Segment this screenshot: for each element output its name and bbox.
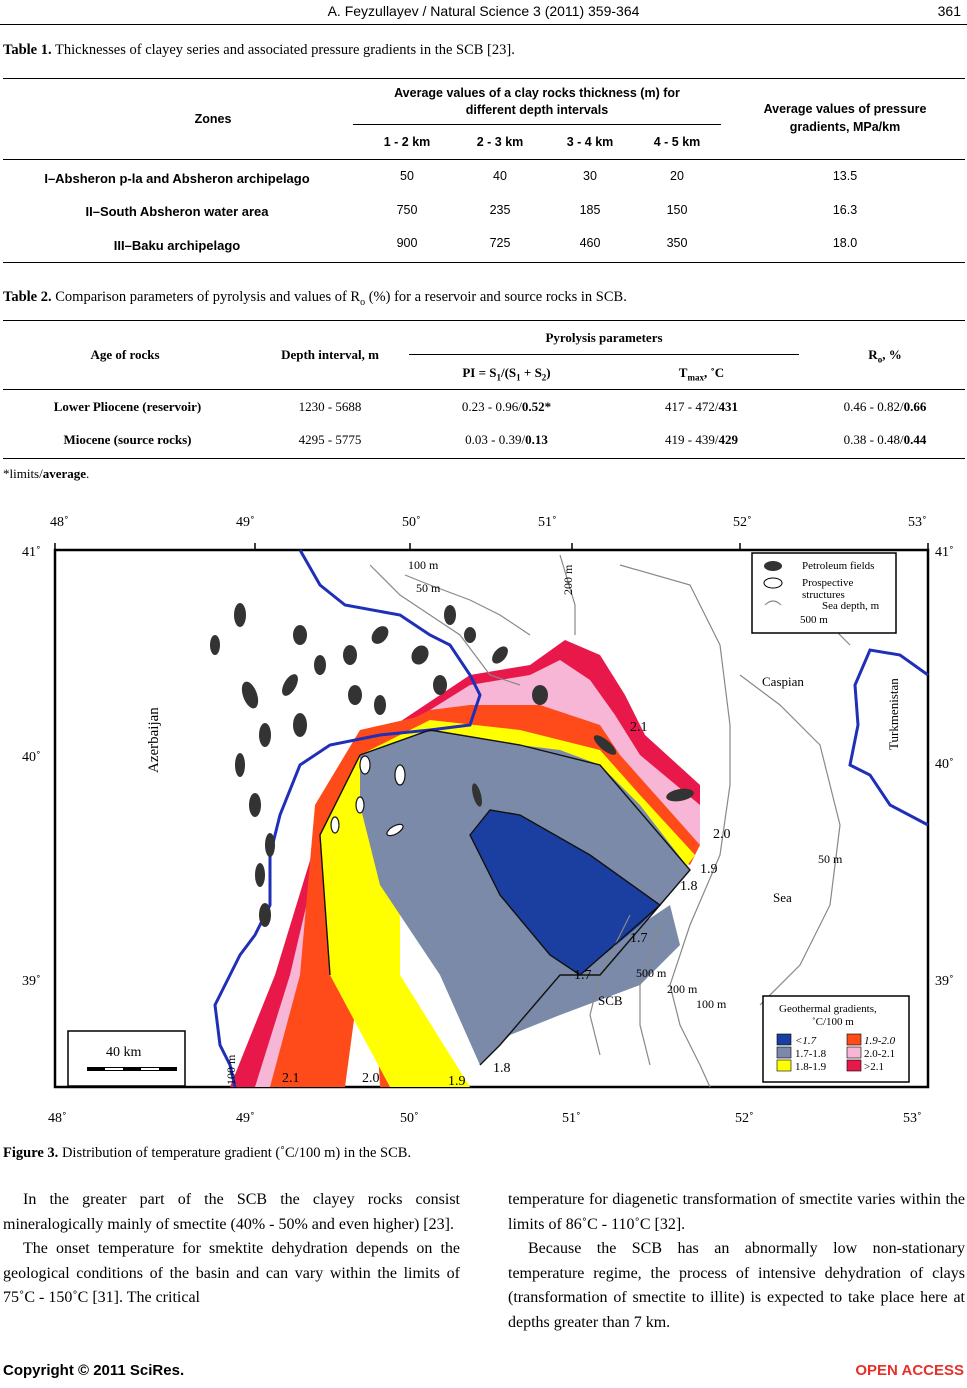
table-cell: 13.5 [832, 169, 858, 183]
svg-text:100 m: 100 m [696, 997, 727, 1011]
lon-label: 50˚ [402, 515, 421, 530]
lon-label: 52˚ [733, 515, 752, 530]
lon-label: 52˚ [735, 1111, 754, 1126]
table2-caption-sub: o [360, 296, 366, 308]
legend-geothermal [763, 996, 909, 1082]
legend-swatch-lt-1-7 [777, 1034, 791, 1045]
table1-depth-4: 4 - 5 km [653, 135, 701, 149]
paragraph: In the greater part of the SCB the clayey rocks consist mineralogically mainly of smectite (40% - 50% and even higher) [23]. [3, 1191, 460, 1233]
running-title: A. Feyzullayev / Natural Science 3 (2011) 359-364 [327, 3, 640, 19]
petroleum-symbol [764, 561, 782, 571]
table-cell: 750 [396, 203, 418, 217]
table1-caption-label: Table 1. [3, 42, 52, 58]
table2-col-age: Age of rocks [90, 347, 160, 362]
table2-col-tmax: $T_{max}$, ˚C [678, 365, 725, 383]
table2-footnote: *limits/average. [3, 466, 90, 481]
lat-label: 40˚ [22, 750, 41, 765]
table-cell: 0.46 - 0.82/0.66 [843, 399, 927, 414]
table2-caption-text-a: Comparison parameters of pyrolysis and values of R [55, 289, 361, 305]
svg-text:200 m: 200 m [667, 982, 698, 996]
table2-sub-rule [409, 354, 799, 355]
table1-col-pressure-1: Average values of pressure [763, 102, 927, 116]
lat-label: 41˚ [935, 545, 954, 560]
svg-text:50 m: 50 m [416, 581, 441, 595]
lon-label: 49˚ [236, 515, 255, 530]
body-right-column [508, 1188, 965, 1335]
lat-label: 39˚ [22, 974, 41, 989]
lon-label: 51˚ [562, 1111, 581, 1126]
table1-col-pressure-2: gradients, MPa/km [789, 120, 901, 134]
figure3-caption [3, 1145, 411, 1162]
svg-text:1.8-1.9: 1.8-1.9 [795, 1061, 827, 1073]
table1-col-zones: Zones [194, 112, 232, 126]
table-cell: 4295 - 5775 [298, 432, 362, 447]
figure3-caption-text: Distribution of temperature gradient (˚C/100 m) in the SCB. [61, 1145, 412, 1161]
scale-bar-label: 40 km [106, 1045, 142, 1060]
table2-bottom-rule [3, 458, 965, 459]
svg-text:Prospective: Prospective [802, 577, 854, 589]
page-number: 361 [937, 3, 961, 19]
table-cell: 0.38 - 0.48/0.44 [843, 432, 927, 447]
table-cell: 16.3 [832, 203, 858, 217]
table1-row1-zone: I–Absheron p-la and Absheron archipelago [44, 171, 310, 186]
table2-col-pi: PI = $S_1/(S_1 + S_2)$ [462, 365, 551, 383]
table-cell: 417 - 472/431 [665, 399, 738, 414]
table-cell: 30 [583, 169, 597, 183]
scale-bar [87, 1067, 177, 1071]
lon-label: 48˚ [48, 1111, 67, 1126]
svg-text:2.0: 2.0 [713, 827, 731, 842]
lat-label: 40˚ [935, 757, 954, 772]
table-cell: 185 [579, 203, 601, 217]
footer-open-access: OPEN ACCESS [855, 1362, 964, 1379]
svg-text:˚C/100 m: ˚C/100 m [812, 1016, 854, 1028]
table2-caption-label: Table 2. [3, 289, 52, 305]
table-cell: 725 [489, 236, 511, 250]
table-cell: 0.23 - 0.96/0.52* [461, 399, 552, 414]
lat-label: 39˚ [935, 974, 954, 989]
svg-text:1.9: 1.9 [700, 862, 718, 877]
table1-bottom-rule [3, 262, 965, 263]
table1-row3-zone: III–Baku archipelago [113, 238, 241, 253]
table-cell: 150 [666, 203, 688, 217]
svg-text:1.7-1.8: 1.7-1.8 [795, 1048, 827, 1060]
table-cell: 419 - 439/429 [665, 432, 738, 447]
table1-top-rule [3, 78, 965, 79]
label-scb: SCB [598, 993, 623, 1008]
svg-text:100 m: 100 m [224, 1054, 238, 1085]
header-rule [0, 24, 967, 25]
paragraph: temperature for diagenetic transformation of smectite varies within the limits of 86˚C - 110˚C [32]. [508, 1191, 965, 1233]
footer-copyright: Copyright © 2011 SciRes. [3, 1362, 185, 1379]
svg-text:500 m: 500 m [636, 966, 667, 980]
svg-text:Sea depth, m: Sea depth, m [822, 600, 880, 612]
legend-swatch-1-7-1-8 [777, 1047, 791, 1058]
table-cell: 350 [666, 236, 688, 250]
svg-text:1.7: 1.7 [574, 968, 592, 983]
table-cell: 50 [400, 169, 414, 183]
svg-text:structures: structures [802, 589, 845, 601]
table1-caption-text: Thicknesses of clayey series and associated pressure gradients in the SCB [23]. [55, 42, 515, 58]
prospective-symbol [764, 578, 782, 588]
legend-swatch-gt-2-1 [847, 1060, 861, 1071]
table1-depth-1: 1 - 2 km [383, 135, 431, 149]
table1-depth-3: 3 - 4 km [566, 135, 614, 149]
legend-swatch-1-9-2-0 [847, 1034, 861, 1045]
running-header [0, 3, 967, 23]
table2-caption-text-b: (%) for a reservoir and source rocks in SCB. [368, 289, 627, 305]
scale-bar-box [68, 1031, 185, 1086]
label-caspian: Caspian [762, 674, 804, 689]
lon-label: 53˚ [903, 1111, 922, 1126]
svg-text:1.7: 1.7 [630, 931, 648, 946]
table-cell: 18.0 [832, 236, 858, 250]
table-cell: 20 [670, 169, 684, 183]
table-cell: 1230 - 5688 [298, 399, 362, 414]
table1-header-rule [3, 159, 965, 160]
svg-text:2.1: 2.1 [630, 720, 648, 735]
legend-top [752, 553, 896, 633]
svg-text:100 m: 100 m [408, 558, 439, 572]
table2-col-depth: Depth interval, m [281, 347, 379, 362]
table-cell: 235 [489, 203, 511, 217]
table-cell: 0.03 - 0.39/0.13 [465, 432, 548, 447]
table2-col-ro: $R_o$, % [868, 347, 902, 365]
svg-text:2.1: 2.1 [282, 1071, 300, 1086]
table2-row1-age: Lower Pliocene (reservoir) [53, 399, 202, 414]
table1-col-thickness-2: different depth intervals [465, 103, 609, 117]
svg-text:1.9: 1.9 [448, 1074, 466, 1089]
svg-text:500 m: 500 m [800, 614, 828, 626]
lon-label: 51˚ [538, 515, 557, 530]
figure3-caption-label: Figure 3. [3, 1145, 59, 1161]
svg-text:200 m: 200 m [561, 564, 575, 595]
table2-col-pyrolysis: Pyrolysis parameters [545, 330, 663, 345]
table1-depth-2: 2 - 3 km [476, 135, 524, 149]
table1-sub-rule [353, 124, 721, 125]
svg-text:1.8: 1.8 [680, 879, 698, 894]
label-turkmenistan: Turkmenistan [886, 678, 901, 750]
svg-text:50 m: 50 m [818, 852, 843, 866]
table2-top-rule [3, 320, 965, 321]
table-cell: 40 [493, 169, 507, 183]
svg-text:2.0: 2.0 [362, 1071, 380, 1086]
table2-caption [3, 289, 627, 308]
table1-caption [3, 42, 515, 59]
legend-swatch-1-8-1-9 [777, 1060, 791, 1071]
paragraph: Because the SCB has an abnormally low non-stationary temperature regime, the process of intensive dehydration of clays (transformation of smectite to illite) is expected to take place here at depths greater than 7 km. [508, 1240, 965, 1331]
lat-label: 41˚ [22, 545, 41, 560]
lon-label: 48˚ [50, 515, 69, 530]
svg-text:Petroleum fields: Petroleum fields [802, 560, 875, 572]
body-left-column [3, 1188, 460, 1311]
svg-text:>2.1: >2.1 [864, 1061, 884, 1073]
table1-row2-zone: II–South Absheron water area [85, 204, 269, 219]
lon-label: 53˚ [908, 515, 927, 530]
svg-text:1.9-2.0: 1.9-2.0 [864, 1035, 896, 1047]
lon-label: 50˚ [400, 1111, 419, 1126]
table1-col-thickness-1: Average values of a clay rocks thickness (m) for [394, 86, 680, 100]
table-cell: 900 [396, 236, 418, 250]
svg-text:<1.7: <1.7 [795, 1035, 817, 1047]
table-cell: 460 [579, 236, 601, 250]
table2-header-rule [3, 389, 965, 390]
paragraph: The onset temperature for smektite dehydration depends on the geological conditions of the basin and can vary within the limits of 75˚C - 150˚C [31]. The critical [3, 1240, 460, 1306]
svg-text:Geothermal gradients,: Geothermal gradients, [779, 1003, 877, 1015]
legend-swatch-2-0-2-1 [847, 1047, 861, 1058]
table2-row2-age: Miocene (source rocks) [63, 432, 192, 447]
svg-text:1.8: 1.8 [493, 1061, 511, 1076]
lon-label: 49˚ [236, 1111, 255, 1126]
label-azerbaijan: Azerbaijan [146, 707, 162, 773]
label-sea: Sea [773, 890, 792, 905]
temperature-gradient-map [0, 505, 967, 1130]
svg-text:2.0-2.1: 2.0-2.1 [864, 1048, 896, 1060]
